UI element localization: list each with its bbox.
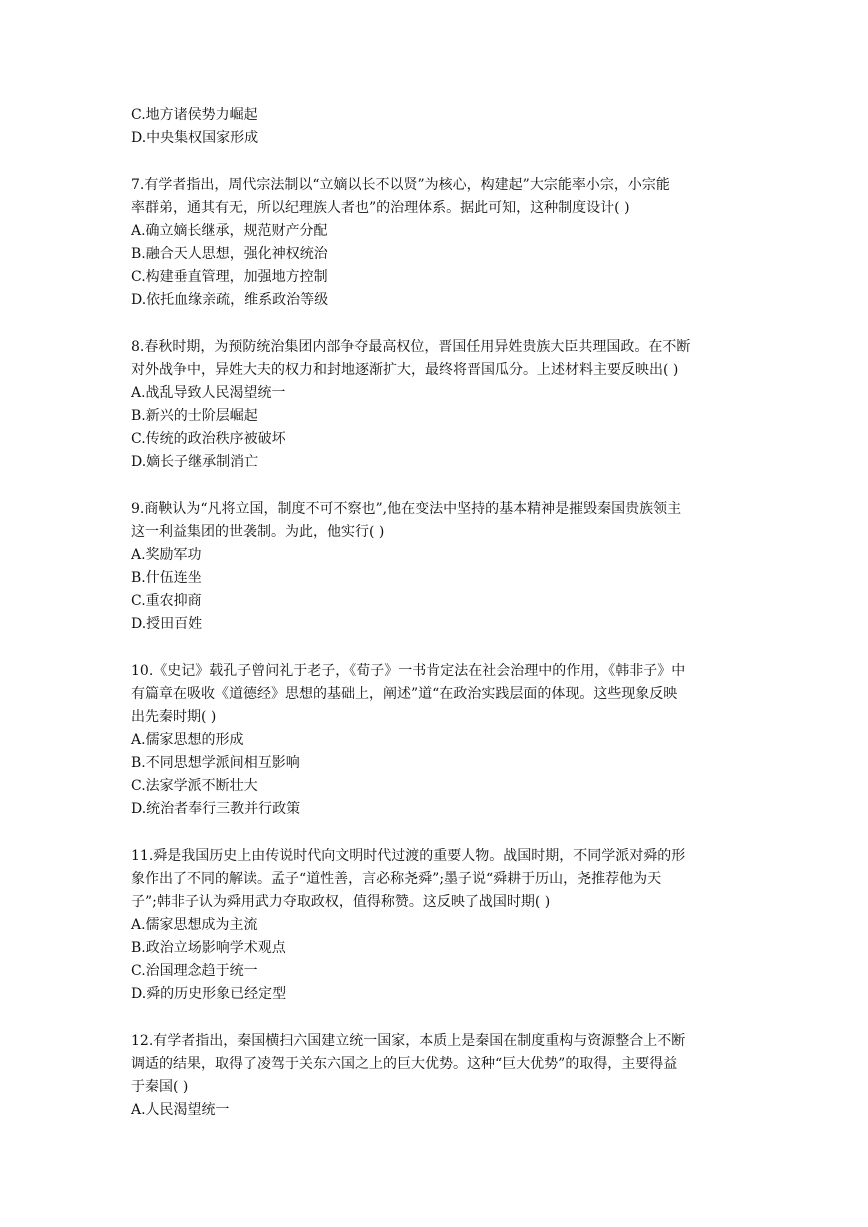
question-stem-line: 这一利益集团的世袭制。为此，他实行( ) — [131, 524, 385, 540]
option-b: B.新兴的士阶层崛起 — [131, 408, 258, 424]
option-c: C.法家学派不断壮大 — [131, 778, 258, 794]
option-a: A.人民渴望统一 — [131, 1102, 230, 1118]
option-d: D.中央集权国家形成 — [131, 130, 259, 146]
option-a: A.儒家思想成为主流 — [131, 917, 258, 933]
question-7 — [131, 174, 751, 312]
option-c: C.地方诸侯势力崛起 — [131, 107, 258, 123]
question-stem-line: 象作出了不同的解读。孟子“道性善，言必称尧舜”;墨子说“舜耕于历山，尧推荐他为天 — [131, 871, 662, 887]
option-d: D.统治者奉行三教并行政策 — [131, 801, 301, 817]
question-8 — [131, 336, 751, 474]
question-stem-line: 子”;韩非子认为舜用武力夺取政权，值得称赞。这反映了战国时期( ) — [131, 894, 551, 910]
question-stem-line: 10.《史记》载孔子曾问礼于老子，《荀子》一书肯定法在社会治理中的作用，《韩非子》中 — [131, 663, 686, 679]
option-a: A.确立嫡长继承，规范财产分配 — [131, 223, 328, 239]
option-a: A.奖励军功 — [131, 547, 202, 563]
question-12 — [131, 1030, 751, 1122]
question-stem-line: 率群弟，通其有无，所以纪理族人者也”的治理体系。据此可知，这种制度设计( ) — [131, 200, 630, 216]
option-a: A.战乱导致人民渴望统一 — [131, 385, 286, 401]
question-10 — [131, 660, 751, 821]
option-d: D.嫡长子继承制消亡 — [131, 454, 259, 470]
question-11 — [131, 845, 751, 1006]
option-d: D.授田百姓 — [131, 616, 203, 632]
question-stem-line: 7.有学者指出，周代宗法制以“立嫡以长不以贤”为核心，构建起”大宗能率小宗，小宗能 — [131, 177, 670, 193]
exam-page — [131, 104, 751, 1122]
question-stem-line: 11.舜是我国历史上由传说时代向文明时代过渡的重要人物。战国时期，不同学派对舜的形 — [131, 848, 686, 864]
option-d: D.依托血缘亲疏，维系政治等级 — [131, 292, 329, 308]
question-stem-line: 9.商鞅认为“凡将立国，制度不可不察也”,他在变法中坚持的基本精神是摧毁秦国贵族领主 — [131, 501, 682, 517]
option-c: C.构建垂直管理，加强地方控制 — [131, 269, 328, 285]
option-b: B.政治立场影响学术观点 — [131, 940, 286, 956]
option-c: C.传统的政治秩序被破坏 — [131, 431, 286, 447]
question-stem-line: 调适的结果，取得了凌驾于关东六国之上的巨大优势。这种“巨大优势”的取得，主要得益 — [131, 1056, 678, 1072]
question-6-tail — [131, 104, 751, 150]
option-a: A.儒家思想的形成 — [131, 732, 244, 748]
option-c: C.重农抑商 — [131, 593, 202, 609]
question-stem-line: 出先秦时期( ) — [131, 709, 217, 725]
question-stem-line: 8.春秋时期，为预防统治集团内部争夺最高权位，晋国任用异姓贵族大臣共理国政。在不断 — [131, 339, 691, 355]
option-b: B.什伍连坐 — [131, 570, 202, 586]
question-9 — [131, 498, 751, 636]
option-b: B.不同思想学派间相互影响 — [131, 755, 300, 771]
question-stem-line: 有篇章在吸收《道德经》思想的基础上，阐述”道“在政治实践层面的体现。这些现象反映 — [131, 686, 678, 702]
option-d: D.舜的历史形象已经定型 — [131, 986, 287, 1002]
question-stem-line: 于秦国( ) — [131, 1079, 189, 1095]
option-c: C.治国理念趋于统一 — [131, 963, 258, 979]
option-b: B.融合天人思想，强化神权统治 — [131, 246, 328, 262]
question-stem-line: 对外战争中，异姓大夫的权力和封地逐渐扩大，最终将晋国瓜分。上述材料主要反映出( ) — [131, 362, 679, 378]
question-stem-line: 12.有学者指出，秦国横扫六国建立统一国家，本质上是秦国在制度重构与资源整合上不断 — [131, 1033, 686, 1049]
